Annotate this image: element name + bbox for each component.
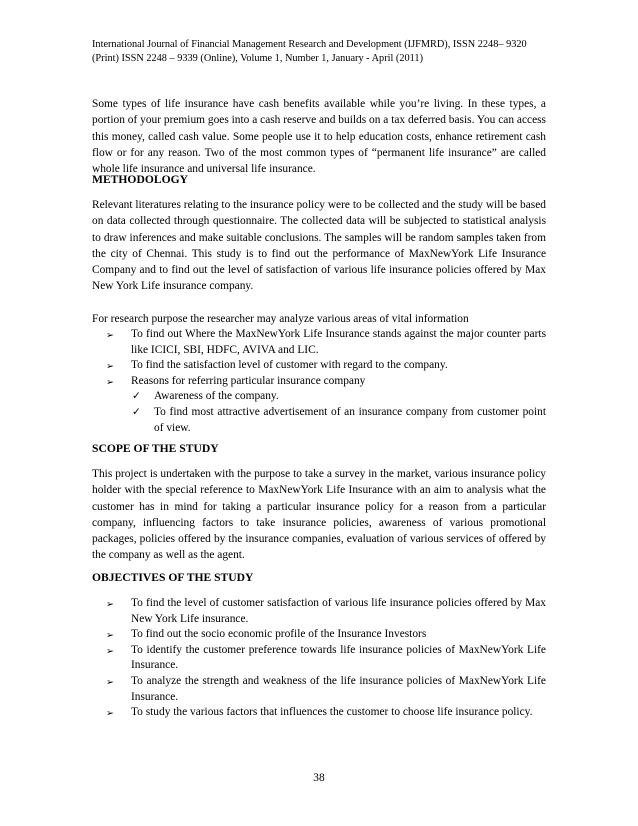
- checkmark-icon: ✓: [132, 390, 141, 403]
- list-item: ➢ To analyze the strength and weakness of the life insurance policies of MaxNewYork Life Insurance.: [106, 674, 546, 703]
- arrow-bullet-icon: ➢: [106, 645, 114, 657]
- objectives-heading: OBJECTIVES OF THE STUDY: [92, 571, 254, 584]
- sub-list-item: ✓ Awareness of the company.: [132, 389, 546, 405]
- list-item: ➢ To find the level of customer satisfaction of various life insurance policies offered by Max New York Life insurance.: [106, 597, 546, 625]
- sub-list-item: ✓ To find most attractive advertisement of an insurance company from customer point of view.: [132, 405, 546, 434]
- list-item: ➢ To identify the customer preference towards life insurance policies of MaxNewYork Life Insurance.: [106, 643, 546, 672]
- objectives-bullet-list: [92, 596, 546, 721]
- methodology-heading: METHODOLOGY: [92, 173, 188, 186]
- intro-paragraph: Some types of life insurance have cash benefits available while you’re living. In these types, a portion of your premium goes into a cash reserve and builds on a tax deferred basis. You can access this money, called cash value. Some people use it to help education costs, enhance retirement cash flow or for any reason. Two of the most common types of “permanent life insurance” are called whole life insurance and universal life insurance.: [92, 98, 546, 176]
- scope-paragraph: This project is undertaken with the purpose to take a survey in the market, various insurance policy holder with the special reference to MaxNewYork Life Insurance with an aim to analysis what the customer has in mind for taking a particular insurance policy for a reason from a particular company, influencing factors to take insurance policies, awareness of various promotional packages, policies offered by the insurance companies, evaluation of various services of offered by the company as well as the agent.: [92, 468, 546, 562]
- list-item: ➢ To find out Where the MaxNewYork Life Insurance stands against the major counter parts like ICICI, SBI, HDFC, AVIVA and LIC.: [106, 328, 546, 356]
- methodology-bullet-list: [92, 327, 546, 436]
- list-item: ➢ To find the satisfaction level of customer with regard to the company.: [106, 358, 546, 374]
- page-number: 38: [313, 772, 325, 784]
- research-lead: For research purpose the researcher may analyze various areas of vital information: [92, 313, 469, 325]
- arrow-bullet-icon: ➢: [106, 330, 114, 341]
- list-item: ➢ Reasons for referring particular insurance company: [106, 374, 546, 390]
- arrow-bullet-icon: ➢: [106, 361, 114, 373]
- header-line-1: International Journal of Financial Management Research and Development (IJFMRD), ISSN 2248– 9320: [92, 39, 527, 50]
- checkmark-icon: ✓: [132, 405, 141, 418]
- list-item: ➢ To study the various factors that influences the customer to choose life insurance policy.: [106, 705, 546, 721]
- header-line-2: (Print) ISSN 2248 – 9339 (Online), Volume 1, Number 1, January - April (2011): [92, 53, 423, 64]
- list-item: ➢ To find out the socio economic profile of the Insurance Investors: [106, 627, 546, 643]
- methodology-paragraph: Relevant literatures relating to the insurance policy were to be collected and the study will be based on data collected through questionnaire. The collected data will be subjected to statistical analysis to draw inferences and make suitable conclusions. The samples will be random samples taken from the city of Chennai. This study is to find out the performance of MaxNewYork Life Insurance Company and to find out the level of satisfaction of various life insurance policies offered by Max New York Life insurance company.: [92, 199, 546, 293]
- arrow-bullet-icon: ➢: [106, 599, 114, 610]
- arrow-bullet-icon: ➢: [106, 676, 114, 688]
- arrow-bullet-icon: ➢: [106, 708, 114, 720]
- journal-header: [92, 38, 552, 66]
- arrow-bullet-icon: ➢: [106, 376, 114, 388]
- scope-heading: SCOPE OF THE STUDY: [92, 442, 219, 455]
- arrow-bullet-icon: ➢: [106, 630, 114, 642]
